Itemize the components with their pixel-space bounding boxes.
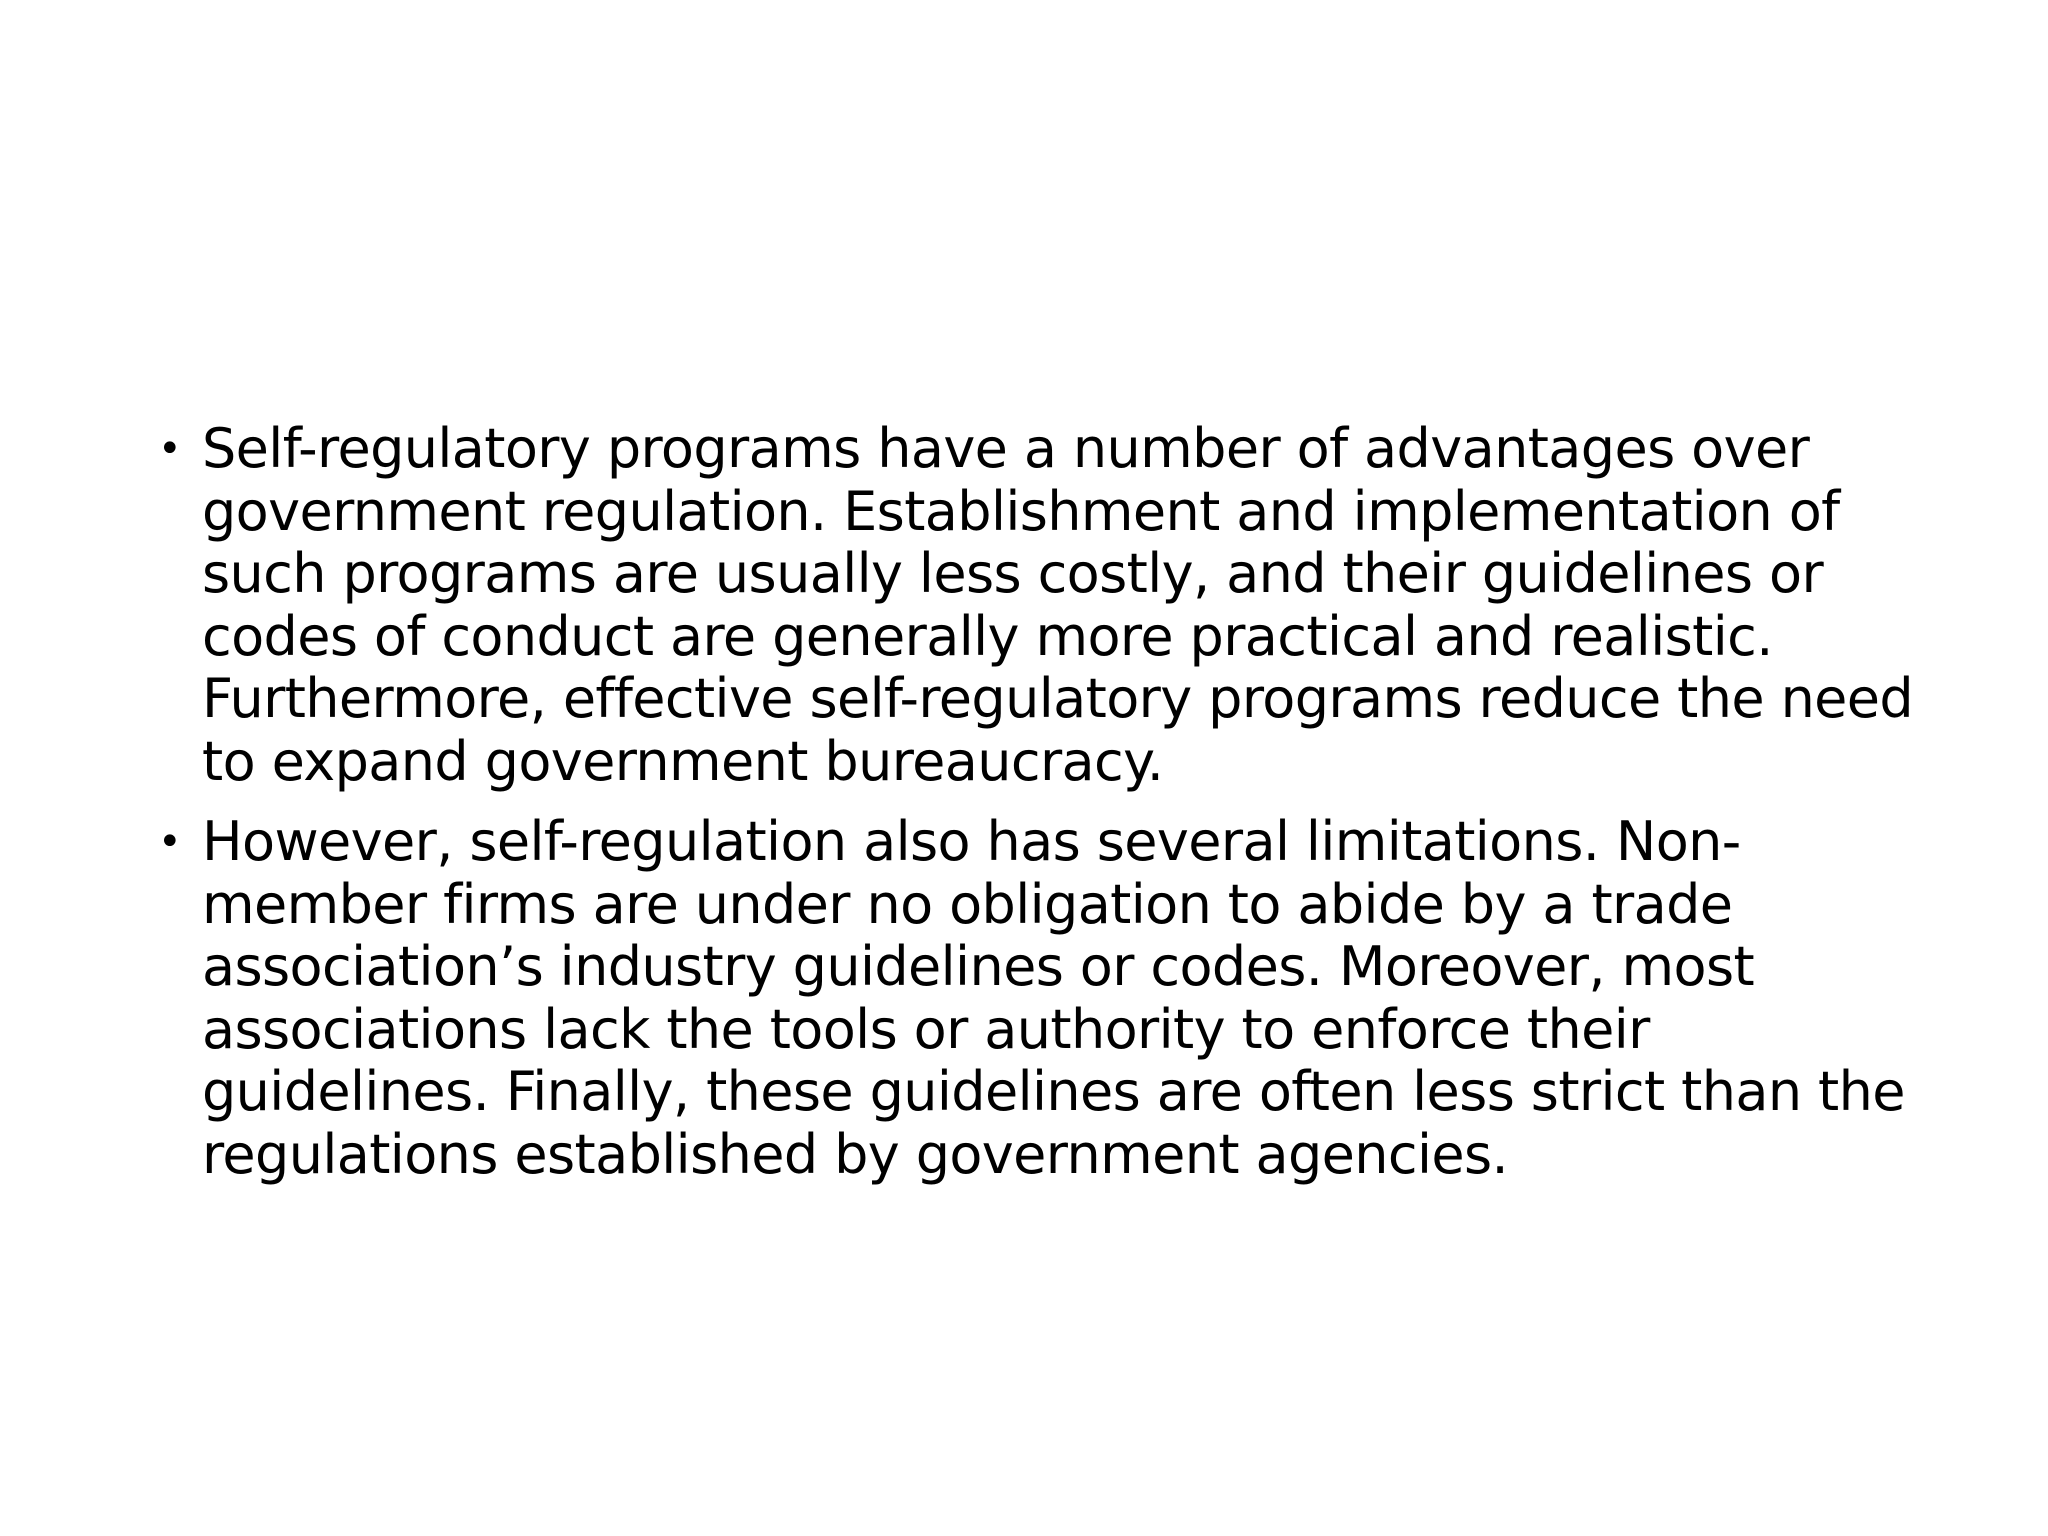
- bullet-text: However, self-regulation also has several limitations. Non-member firms are under no obligation to abide by a trade association’s industry guidelines or codes. Moreover, most associations lack the tools or authority to enforce their guidelines. Finally, these guidelines are often less strict than the regulations established by government agencies.: [202, 810, 1905, 1186]
- bullet-item-limitations: [158, 811, 1918, 1186]
- bullet-dot-icon: •: [158, 819, 181, 865]
- bullet-text: Self-regulatory programs have a number of advantages over government regulation. Establishment and implementation of such programs are usually less costly, and their guidelines or codes of conduct are generally more practical and realistic. Furthermore, effective self-regulatory programs reduce the need to expand government bureaucracy.: [202, 417, 1914, 793]
- bullet-dot-icon: •: [158, 426, 181, 472]
- bullet-list: [158, 418, 1918, 1204]
- bullet-item-advantages: [158, 418, 1918, 793]
